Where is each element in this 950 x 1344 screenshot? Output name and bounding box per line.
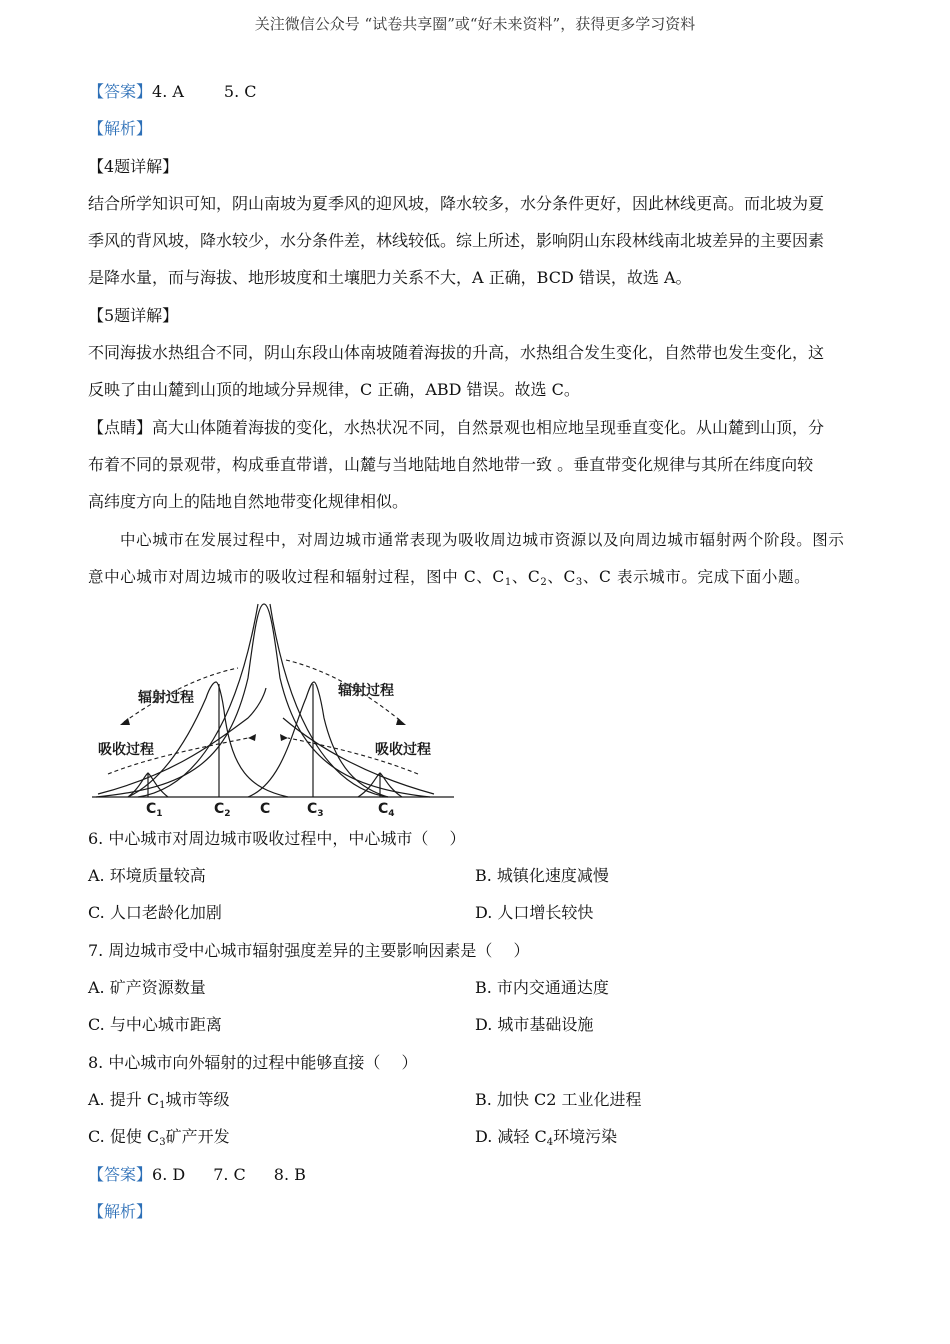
page-header: 关注微信公众号 “试卷共享圈”或“好未来资料”，获得更多学习资料: [254, 15, 696, 33]
central-curve-inner-right: [270, 604, 388, 797]
answer-tag: 【答案】: [88, 82, 153, 101]
answer-line-1: [88, 82, 257, 102]
q6-option-a: A. 环境质量较高: [88, 866, 206, 885]
arrow-absorb-right-icon: [280, 734, 288, 741]
tip-tag: 【点睛】: [88, 418, 153, 437]
axis-label-c: C: [260, 801, 271, 817]
q4-detail-tag: 【4题详解】: [88, 157, 179, 176]
answer-8: 8. B: [273, 1165, 306, 1184]
q5-detail-tag: 【5题详解】: [88, 306, 179, 325]
q5-text-line: 不同海拔水热组合不同，阴山东段山体南坡随着海拔的升高，水热组合发生变化，自然带也发生变化，这: [88, 343, 825, 362]
intro-line-2: 意中心城市对周边城市的吸收过程和辐射过程，图中 C、$C_1$、$C_2$、$C_3$、C 表示城市。完成下面小题。: [88, 568, 811, 588]
q6-stem: 6. 中心城市对周边城市吸收过程中，中心城市（ ）: [88, 829, 466, 848]
answer-tag: 【答案】: [88, 1165, 153, 1184]
label-radiation-left: 辐射过程: [138, 690, 194, 706]
q7-option-c: C. 与中心城市距离: [88, 1015, 222, 1034]
label-radiation-right: 辐射过程: [338, 683, 394, 699]
q7-option-b: B. 市内交通通达度: [475, 978, 609, 997]
q8-option-c: C. 促使 $C_3$矿产开发: [88, 1127, 230, 1148]
q8-option-a: A. 提升 $C_1$城市等级: [88, 1090, 230, 1111]
q4-text-line: 结合所学知识可知，阴山南坡为夏季风的迎风坡，降水较多，水分条件更好，因此林线更高。而北坡为夏: [88, 194, 825, 213]
label-absorb-left: 吸收过程: [98, 742, 154, 758]
q8-option-b: B. 加快 C2 工业化进程: [475, 1090, 642, 1109]
city-diagram: [88, 598, 458, 822]
q6-option-c: C. 人口老龄化加剧: [88, 903, 222, 922]
tip-line: [88, 418, 824, 438]
q8-option-d: D. 减轻 $C_4$环境污染: [475, 1127, 618, 1148]
label-absorb-right: 吸收过程: [375, 742, 431, 758]
q7-option-d: D. 城市基础设施: [475, 1015, 594, 1034]
q6-option-b: B. 城镇化速度减慢: [475, 866, 609, 885]
axis-label-c1: $C_1$: [146, 801, 163, 819]
arrow-absorb-left-icon: [248, 734, 256, 741]
axis-label-c3: $C_3$: [307, 801, 324, 819]
arrow-left-icon: [120, 718, 130, 725]
tip-text-line: 布着不同的景观带，构成垂直带谱，山麓与当地陆地自然地带一致 。垂直带变化规律与其所在纬度向较: [88, 455, 814, 474]
q4-text-line: 是降水量，而与海拔、地形坡度和土壤肥力关系不大，A 正确，BCD 错误，故选 A。: [88, 268, 692, 287]
axis-label-c4: $C_4$: [378, 801, 395, 819]
q8-stem: 8. 中心城市向外辐射的过程中能够直接（ ）: [88, 1053, 418, 1072]
analysis-tag: 【解析】: [88, 119, 153, 138]
q5-text-line: 反映了由山麓到山顶的地域分异规律，C 正确，ABD 错误。故选 C。: [88, 380, 580, 399]
tip-text-line: 高纬度方向上的陆地自然地带变化规律相似。: [88, 492, 409, 511]
intro-line-1: 中心城市在发展过程中，对周边城市通常表现为吸收周边城市资源以及向周边城市辐射两个阶段。图示: [120, 531, 845, 549]
axis-label-c2: $C_2$: [214, 801, 231, 819]
q6-option-d: D. 人口增长较快: [475, 903, 594, 922]
answer-6: 6. D: [152, 1165, 186, 1184]
q7-stem: 7. 周边城市受中心城市辐射强度差异的主要影响因素是（ ）: [88, 941, 530, 960]
q4-text-line: 季风的背风坡，降水较少，水分条件差，林线较低。综上所述，影响阴山东段林线南北坡差异的主要因素: [88, 231, 825, 250]
answer-5: 5. C: [223, 82, 257, 101]
answer-4: 4. A: [152, 82, 184, 101]
tip-text: 高大山体随着海拔的变化，水热状况不同，自然景观也相应地呈现垂直变化。从山麓到山顶，分: [152, 418, 825, 437]
answer-7: 7. C: [213, 1165, 246, 1184]
answer-line-2: [88, 1165, 306, 1185]
analysis-tag: 【解析】: [88, 1202, 153, 1221]
q7-option-a: A. 矿产资源数量: [88, 978, 206, 997]
c3-curve: [248, 682, 388, 797]
